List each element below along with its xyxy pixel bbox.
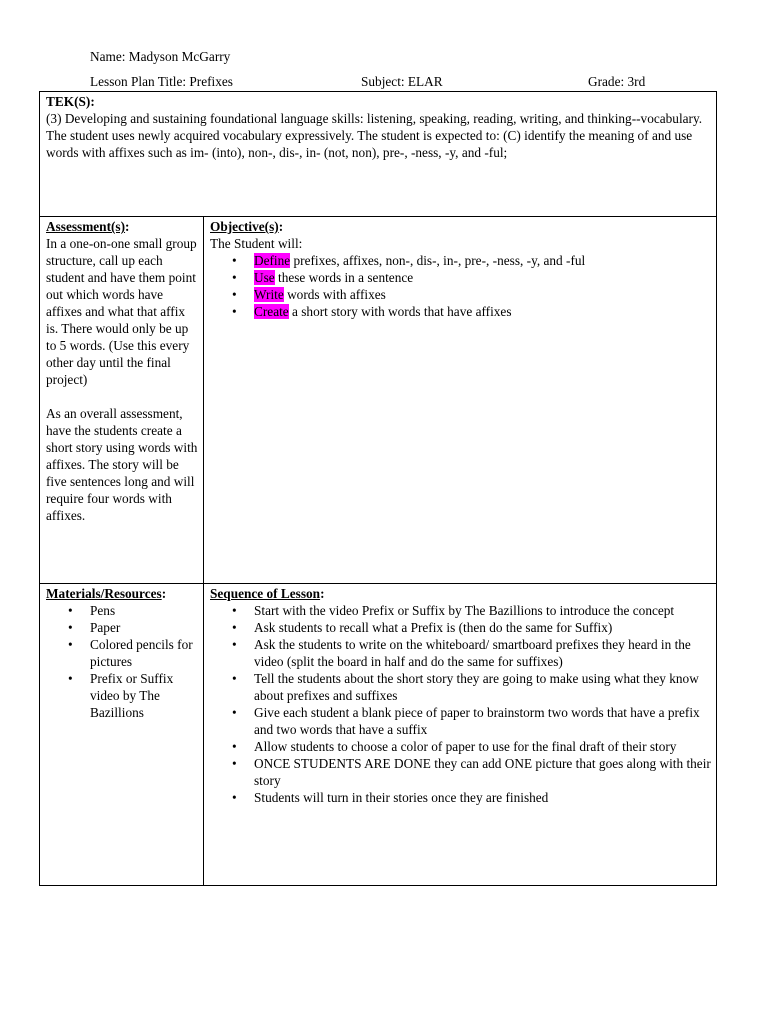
sequence-heading: Sequence of Lesson (210, 586, 321, 601)
materials-heading-line: Materials/Resources: (46, 586, 167, 601)
objective-item: • Write words with affixes (210, 286, 710, 303)
materials-list (46, 602, 200, 721)
sequence-step: • Ask students to recall what a Prefix is (then do the same for Suffix) (210, 619, 715, 636)
material-item: • Colored pencils for pictures (46, 636, 200, 670)
sequence-step: • Tell the students about the short story they are going to make using what they know about prefixes and suffixes (210, 670, 715, 704)
teacher-name: Name: Madyson McGarry (90, 49, 231, 64)
lesson-title: Lesson Plan Title: Prefixes (90, 74, 233, 89)
sequence-step: • Ask the students to write on the whiteboard/ smartboard prefixes they heard in the video (split the board in half and do the same for suffixes) (210, 636, 715, 670)
objective-verb-highlight: Create (254, 304, 289, 319)
material-item: • Pens (46, 602, 200, 619)
subject: Subject: ELAR (361, 74, 443, 89)
sequence-step: • Start with the video Prefix or Suffix by The Bazillions to introduce the concept (210, 602, 715, 619)
row-divider (40, 583, 716, 584)
materials-cell (46, 585, 200, 721)
row-divider (40, 216, 716, 217)
material-item: • Prefix or Suffix video by The Bazillions (46, 670, 200, 721)
assessment-paragraph-2: As an overall assessment, have the students create a short story using words with affixes. The story will be five sentences long and will require four words with affixes. (46, 406, 198, 523)
objectives-intro: The Student will: (210, 236, 303, 251)
sequence-step: • Give each student a blank piece of paper to brainstorm two words that have a prefix and two words that have a suffix (210, 704, 715, 738)
objective-verb-highlight: Use (254, 270, 275, 285)
teks-heading: TEK(S): (46, 94, 95, 109)
teks-cell (46, 93, 710, 161)
objectives-heading-line: Objective(s): (210, 219, 284, 234)
objectives-heading: Objective(s) (210, 219, 279, 234)
material-item: • Paper (46, 619, 200, 636)
sequence-list (210, 602, 715, 806)
assessment-heading: Assessment(s) (46, 219, 126, 234)
lesson-plan-table (39, 91, 717, 886)
objectives-list (210, 252, 710, 320)
sequence-step: • ONCE STUDENTS ARE DONE they can add ONE picture that goes along with their story (210, 755, 715, 789)
sequence-heading-line: Sequence of Lesson: (210, 586, 325, 601)
assessment-cell (46, 218, 200, 524)
sequence-step: • Students will turn in their stories once they are finished (210, 789, 715, 806)
objective-item: • Create a short story with words that have affixes (210, 303, 710, 320)
column-divider (203, 216, 204, 885)
teks-text: (3) Developing and sustaining foundational language skills: listening, speaking, reading, writing, and thinking--vocabulary. The student uses newly acquired vocabulary expressively. The student is expected to: (C) identify the meaning of and use words with affixes such as im- (into), non-, dis-, in- (not, non), pre-, -ness, -y, and -ful; (46, 111, 703, 160)
objectives-cell (210, 218, 710, 320)
objective-item: • Use these words in a sentence (210, 269, 710, 286)
objective-verb-highlight: Write (254, 287, 284, 302)
sequence-cell (210, 585, 715, 806)
objective-item: • Define prefixes, affixes, non-, dis-, in-, pre-, -ness, -y, and -ful (210, 252, 710, 269)
assessment-paragraph-1: In a one-on-one small group structure, call up each student and have them point out which words have affixes and what that affix is. There would only be up to 5 words. (Use this every other day until the final project) (46, 236, 197, 387)
objective-verb-highlight: Define (254, 253, 291, 268)
sequence-step: • Allow students to choose a color of paper to use for the final draft of their story (210, 738, 715, 755)
materials-heading: Materials/Resources (46, 586, 162, 601)
assessment-heading-line: Assessment(s): (46, 219, 130, 234)
grade: Grade: 3rd (588, 74, 646, 89)
